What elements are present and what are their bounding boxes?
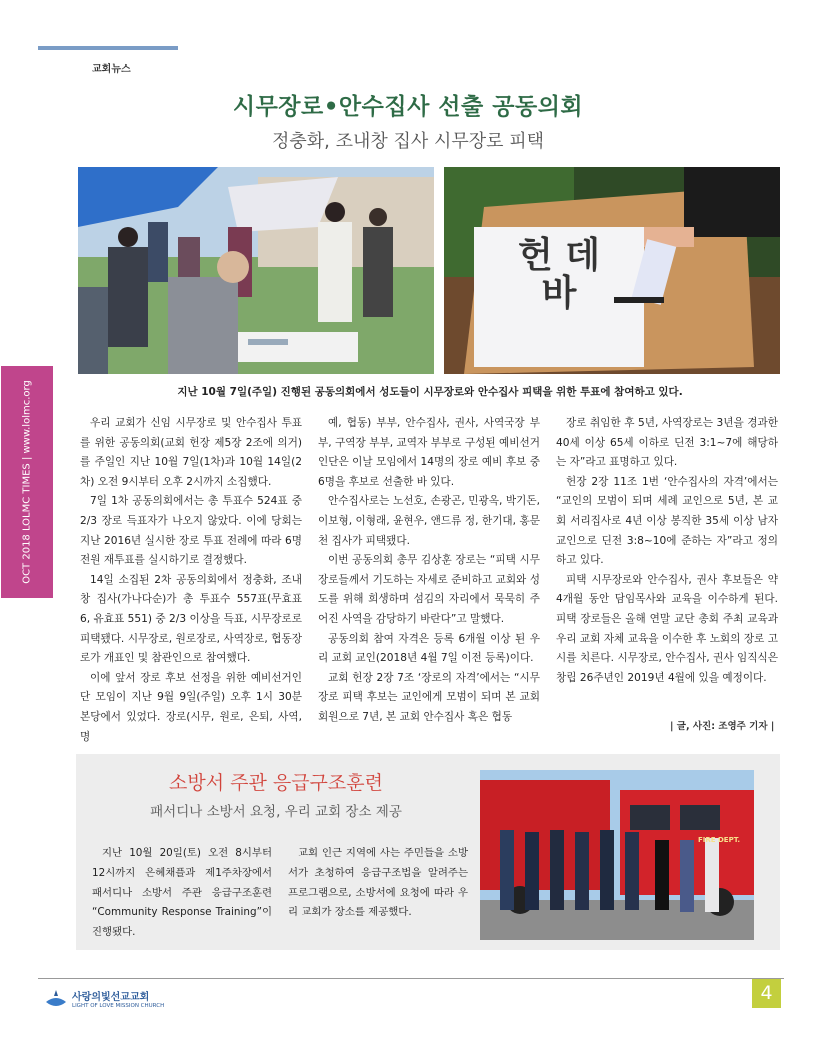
paragraph: 우리 교회가 신임 시무장로 및 안수집사 투표를 위한 공동의회(교회 헌장 제5장 2조에 의거)를 주일인 지난 10월 7일(1차)과 10월 14일(2차) 오전 9시부터 오후 2시까지 소집했다. — [80, 417, 302, 488]
church-name: 사랑의빛선교교회 — [72, 992, 150, 1003]
paragraph: 이번 공동의회 총무 김상훈 장로는 “피택 시무장로들께서 기도하는 자세로 준비하고 교회와 성도를 위해 희생하며 섬김의 자리에서 묵묵히 주어진 사역을 감당하기 바란다”고 말했다. — [318, 554, 540, 625]
fire-crew-photo — [480, 770, 754, 940]
ballot-box-photo — [444, 167, 780, 374]
box-column-1 — [92, 844, 272, 943]
paragraph: 헌장 2장 11조 1번 ‘안수집사의 자격’에서는 “교인의 모범이 되며 세례 교인으로 5년, 본 교회 서리집사로 4년 이상 봉직한 35세 이상 남자 교인으로 딘전 3:8~10에 준하는 자”라고 정의하고 있다. — [556, 475, 778, 567]
top-accent-bar — [38, 46, 178, 50]
section-label: 교회뉴스 — [92, 64, 131, 75]
paragraph: 교회 인근 지역에 사는 주민들을 소방서가 초청하여 응급구조법을 알려주는 프로그램으로, 소방서에 요청에 따라 우리 교회가 장소를 제공했다. — [288, 847, 468, 919]
article-column-3 — [556, 414, 778, 688]
fire-crew-illustration — [480, 770, 754, 940]
box-column-2 — [288, 844, 468, 923]
paragraph: 14일 소집된 2차 공동의회에서 정충화, 조내창 집사(가나다순)가 총 투표수 557표(무효표 6, 유효표 551) 중 2/3 이상을 득표, 시무장로로 피택됐다. 시무장로, 원로장로, 사역장로, 협동장로가 개표인 및 참관인으로 참여했다. — [80, 573, 302, 665]
paragraph: 공동의회 참여 자격은 등록 6개월 이상 된 우리 교회 교인(2018년 4월 7일 이전 등록)이다. — [318, 632, 540, 665]
paragraph: 장로 취임한 후 5년, 사역장로는 3년을 경과한 40세 이상 65세 이하로 딘전 3:1~7에 해당하는 자”라고 표명하고 있다. — [556, 417, 778, 469]
footer-divider — [38, 978, 784, 979]
issue-sidebar-text: OCT 2018 LOLMC TIMES | www.lolmc.org — [21, 380, 33, 584]
box-title: 소방서 주관 응급구조훈련 — [169, 772, 383, 794]
box-subtitle: 패서디나 소방서 요청, 우리 교회 장소 제공 — [150, 804, 402, 820]
article-subtitle: 정충화, 조내창 집사 시무장로 피택 — [271, 131, 545, 152]
photo-caption: 지난 10월 7일(주일) 진행된 공동의회에서 성도들이 시무장로와 안수집사 피택을 위한 투표에 참여하고 있다. — [177, 386, 683, 398]
paragraph: 교회 헌장 2장 7조 ‘장로의 자격’에서는 “시무장로 피택 후보는 교인에게 모범이 되며 본 교회 회원으로 7년, 본 교회 안수집사 혹은 협동 — [318, 671, 540, 723]
paragraph: 피택 시무장로와 안수집사, 권사 후보들은 약 4개월 동안 담임목사와 교육을 이수하게 된다. 피택 장로들은 올해 연말 교단 총회 주최 교육과 우리 교회 자체 교육을 이수한 후 노회의 장로 고시를 치른다. 시무장로, 안수집사, 권사 임직식은 창립 26주년인 2019년 4월에 있을 예정이다. — [556, 573, 778, 684]
fire-training-box — [76, 754, 780, 950]
paragraph: 예, 협동) 부부, 안수집사, 권사, 사역국장 부부, 구역장 부부, 교역자 부부로 구성된 예비선거인단은 이날 모임에서 14명의 장로 예비 후보 중 6명을 후보로 선출한 바 있다. — [318, 417, 540, 488]
article-byline: | 글, 사진: 조영주 기자 | — [670, 721, 775, 732]
paragraph: 이에 앞서 장로 후보 선정을 위한 예비선거인단 모임이 지난 9월 9일(주일) 오후 1시 30분 본당에서 있었다. 장로(시무, 원로, 은퇴, 사역, 명 — [80, 671, 302, 743]
church-name-english: LIGHT OF LOVE MISSION CHURCH — [72, 1003, 165, 1009]
church-logo — [44, 988, 165, 1014]
article-title: 시무장로•안수집사 선출 공동의회 — [232, 94, 584, 120]
paragraph: 안수집사로는 노선호, 손광곤, 민광옥, 박기돈, 이보형, 이형래, 윤현우, 앤드류 정, 한기대, 홍문천 집사가 피택됐다. — [318, 495, 540, 547]
article-column-1 — [80, 414, 302, 747]
paragraph: 7일 1차 공동의회에서는 총 투표수 524표 중 2/3 장로 득표자가 나오지 않았다. 이에 당회는 지난 2016년 실시한 장로 투표 전례에 따라 6명 전원 재투표를 실시하기로 결정했다. — [80, 495, 302, 567]
page-number: 4 — [752, 979, 781, 1008]
church-logo-icon — [44, 988, 68, 1010]
ballot-sign-text: 헌 데 바 — [517, 235, 601, 314]
fire-dept-truck-text: FIRE DEPT. — [698, 836, 741, 844]
paragraph: 지난 10월 20일(토) 오전 8시부터 12시까지 은혜채플과 제1주차장에서 패서디나 소방서 주관 응급구조훈련 “Community Response Training”이 진행됐다. — [92, 847, 272, 939]
issue-sidebar — [1, 366, 53, 598]
voting-crowd-photo — [78, 167, 434, 374]
article-column-2 — [318, 414, 540, 728]
voting-crowd-illustration — [78, 167, 434, 374]
